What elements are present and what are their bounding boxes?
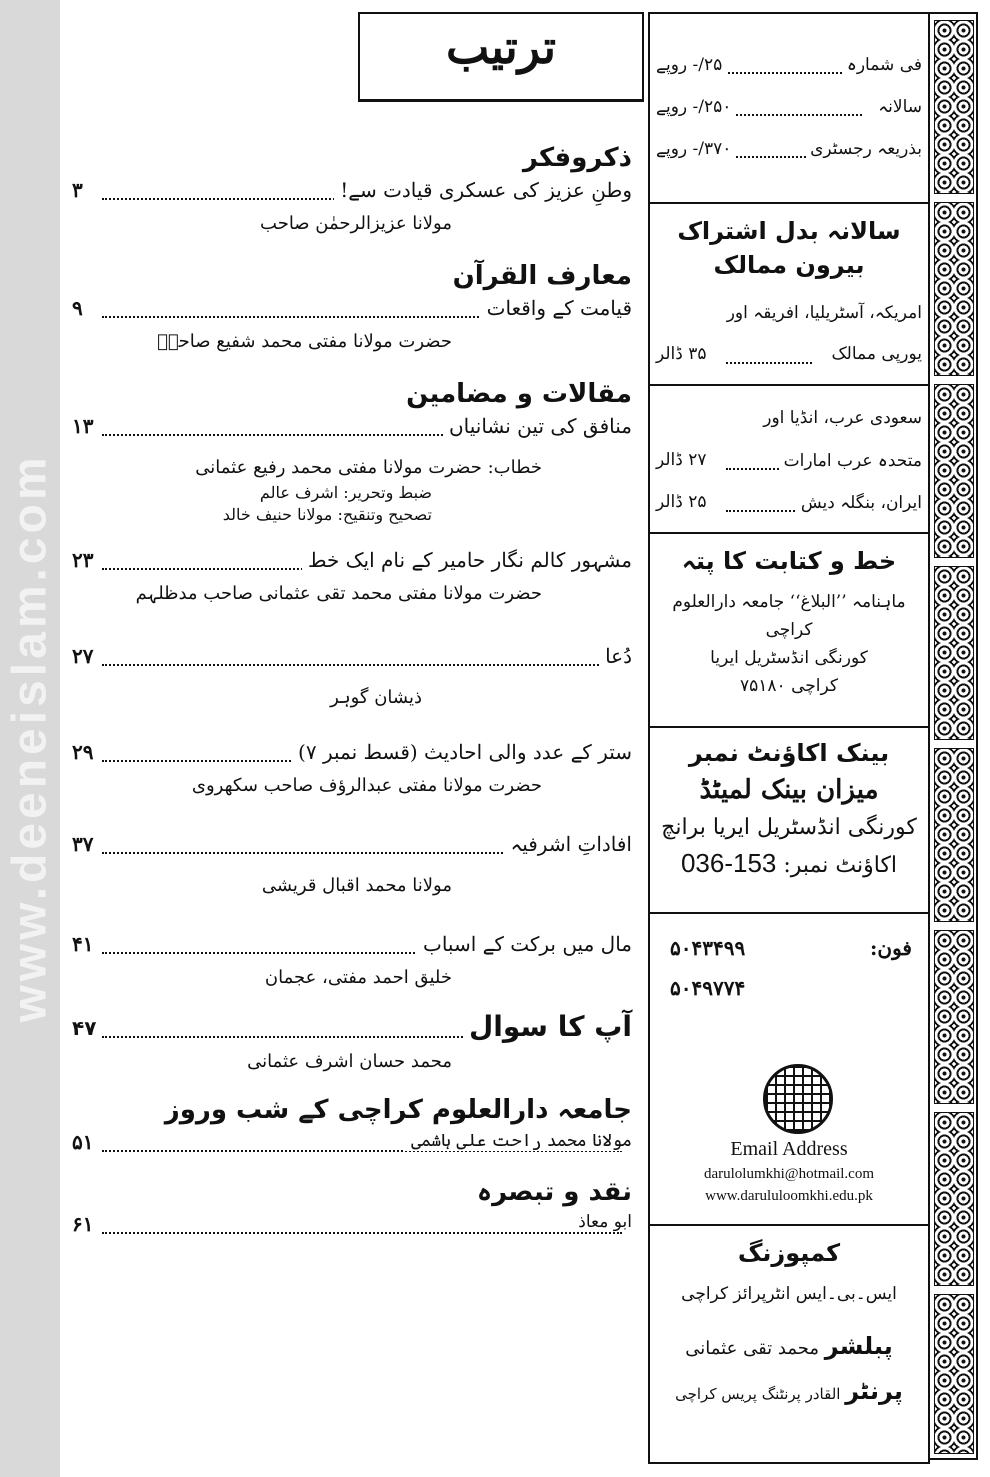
bank-name: میزان بینک لمیٹڈ (699, 775, 879, 805)
bank-section (656, 736, 922, 883)
abroad-row (656, 406, 922, 436)
contents-entry[interactable] (72, 546, 632, 580)
abroad-label: امریکہ، آسٹریلیا، افریقہ اور (723, 302, 922, 323)
ornament-icon (934, 1294, 974, 1454)
website-link[interactable]: www.darululoomkhi.edu.pk (705, 1188, 873, 1204)
address-line: کراچی ۷۵۱۸۰ (740, 676, 838, 696)
watermark-text: www.deeneislam.com (3, 453, 57, 1023)
section-heading: معارف القرآن (452, 261, 632, 291)
bank-branch: کورنگی انڈسٹریل ایریا برانچ (661, 815, 917, 840)
entry-author: حضرت مولانا مفتی محمد شفیع صاحبؒ (157, 331, 452, 352)
price-row (656, 136, 922, 166)
abroad-section-2 (656, 406, 922, 520)
abroad-row (656, 448, 922, 478)
price-list (656, 52, 922, 166)
price-row (656, 52, 922, 82)
entry-page: ۲۹ (72, 740, 99, 764)
entry-title: قیامت کے واقعات (481, 296, 632, 320)
ornament-icon (934, 748, 974, 922)
abroad-label: متحدہ عرب امارات (780, 450, 922, 471)
account-label: اکاؤنٹ نمبر: (783, 853, 898, 878)
abroad-value: ۳۵ ڈالر (656, 344, 711, 364)
price-value: ۳۷۰/- روپے (656, 138, 735, 159)
account-row (656, 846, 922, 883)
price-value: ۲۵۰/- روپے (656, 96, 735, 117)
publisher-name: محمد تقی عثمانی (685, 1338, 820, 1359)
entry-author: محمد حسان اشرف عثمانی (247, 1051, 452, 1072)
abroad-subheading: بیرون ممالک (713, 251, 865, 279)
address-section (656, 544, 922, 700)
printer-row (656, 1369, 922, 1416)
abroad-heading: سالانہ بدل اشتراک (677, 217, 901, 245)
entry-title: ابو معاذ (572, 1212, 632, 1232)
entry-author: حضرت مولانا مفتی محمد تقی عثمانی صاحب مدظلہم (135, 583, 542, 604)
abroad-row (656, 490, 922, 520)
phone-section (656, 934, 922, 1014)
abroad-row (656, 300, 922, 330)
entry-title: ستر کے عدد والی احادیث (قسط نمبر ۷) (292, 740, 632, 764)
publisher-label: پبلشر (824, 1332, 893, 1360)
abroad-value: ۲۵ ڈالر (656, 492, 711, 512)
contents-entry[interactable] (72, 930, 632, 964)
abroad-label: ایران، بنگلہ دیش (797, 492, 922, 513)
contents-entry[interactable] (72, 830, 632, 864)
printer-label: پرنٹر (845, 1377, 903, 1405)
entry-author: حضرت مولانا مفتی عبدالرؤف صاحب سکھروی (191, 775, 542, 796)
price-value: ۲۵/- روپے (656, 54, 726, 75)
title-box (358, 12, 644, 102)
entry-title: منافق کی تین نشانیاں (443, 414, 632, 438)
abroad-row (656, 342, 922, 372)
entry-page: ۴۱ (72, 932, 99, 956)
entry-page: ۱۳ (72, 414, 99, 438)
ornament-icon (934, 20, 974, 194)
contents-entry[interactable] (72, 1210, 632, 1244)
contents-entry[interactable] (72, 1128, 632, 1162)
ornament-icon (934, 202, 974, 376)
info-panel (648, 12, 930, 1464)
entry-author: خلیق احمد مفتی، عجمان (264, 967, 452, 988)
section-heading: مقالات و مضامین (406, 379, 632, 409)
ornament-icon (934, 930, 974, 1104)
phone-number[interactable]: ۵۰۴۹۷۷۴ (670, 976, 749, 1000)
entry-title: وطنِ عزیز کی عسکری قیادت سے! (334, 178, 632, 202)
phone-row (656, 974, 922, 1014)
phone-row (656, 934, 922, 974)
phone-number[interactable]: ۵۰۴۳۴۹۹ (670, 936, 749, 960)
entry-page: ۳۷ (72, 832, 99, 856)
composing-heading: کمپوزنگ (737, 1239, 841, 1267)
entry-author: خطاب: حضرت مولانا مفتی محمد رفیع عثمانی (195, 457, 542, 478)
section-heading: جامعہ دارالعلوم کراچی کے شب وروز (164, 1095, 632, 1125)
ornament-icon (934, 566, 974, 740)
entry-page: ۲۳ (72, 548, 99, 572)
printer-name: القادر پرنٹنگ پریس کراچی (675, 1385, 841, 1403)
entry-author: تصحیح وتنقیح: مولانا حنیف خالد (222, 505, 432, 524)
contents-entry[interactable] (72, 412, 632, 446)
email-title: Email Address (730, 1138, 848, 1160)
entry-author: ذیشان گوہر (330, 687, 422, 708)
price-row (656, 94, 922, 124)
bank-heading: بینک اکاؤنٹ نمبر (688, 739, 890, 767)
address-line: ماہنامہ ’’البلاغ‘‘ جامعہ دارالعلوم کراچی (672, 592, 906, 640)
entry-title: افاداتِ اشرفیہ (504, 832, 632, 856)
globe-icon (763, 1064, 833, 1134)
contents-list (72, 140, 632, 1244)
composing-section (656, 1236, 922, 1416)
entry-page: ۳ (72, 178, 89, 202)
abroad-value: ۲۷ ڈالر (656, 450, 711, 470)
phone-label: فون: (866, 936, 912, 960)
ornamental-border (928, 12, 978, 1460)
abroad-section (656, 214, 922, 372)
entry-page: ۴۷ (72, 1016, 102, 1040)
composing-text: ایس۔بی۔ایس انٹرپرائز کراچی (681, 1284, 897, 1304)
page-title: ترتیب (445, 20, 557, 74)
price-label: فی شمارہ (843, 54, 922, 75)
entry-author: مولانا محمد اقبال قریشی (261, 875, 452, 896)
address-heading: خط و کتابت کا پتہ (681, 547, 897, 575)
price-label: سالانہ (874, 96, 922, 117)
entry-page: ۲۷ (72, 644, 99, 668)
publisher-row (656, 1326, 922, 1369)
watermark-strip (0, 0, 60, 1477)
section-heading: نقد و تبصرہ (476, 1177, 632, 1207)
ornament-icon (934, 384, 974, 558)
email-address[interactable]: darulolumkhi@hotmail.com (703, 1166, 875, 1182)
entry-page: ۹ (72, 296, 89, 320)
entry-page: ۶۱ (72, 1212, 99, 1236)
contents-entry[interactable] (72, 642, 632, 676)
entry-author: ضبط وتحریر: اشرف عالم (259, 483, 432, 502)
entry-title: مشہور کالم نگار حامیر کے نام ایک خط (302, 548, 632, 572)
entry-page: ۵۱ (72, 1130, 99, 1154)
address-line: کورنگی انڈسٹریل ایریا (710, 648, 868, 668)
entry-author: مولانا عزیزالرحمٰن صاحب (260, 213, 452, 234)
contents-entry[interactable] (72, 738, 632, 772)
contents-entry[interactable] (72, 176, 632, 210)
price-label: بذریعہ رجسٹری (806, 138, 922, 159)
entry-title: آپ کا سوال (463, 1010, 632, 1043)
account-number: 036-153 (680, 848, 777, 878)
abroad-label: سعودی عرب، انڈیا اور (759, 408, 922, 428)
section-heading: ذکروفکر (522, 143, 632, 173)
abroad-label: یورپی ممالک (827, 344, 922, 364)
contents-entry[interactable] (72, 1008, 632, 1048)
entry-title: مال میں برکت کے اسباب (417, 932, 632, 956)
entry-title: دُعا (599, 644, 632, 668)
entry-title: مولانا محمد راحت علی ہاشمی (405, 1130, 632, 1151)
ornament-icon (934, 1112, 974, 1286)
contents-entry[interactable] (72, 294, 632, 328)
